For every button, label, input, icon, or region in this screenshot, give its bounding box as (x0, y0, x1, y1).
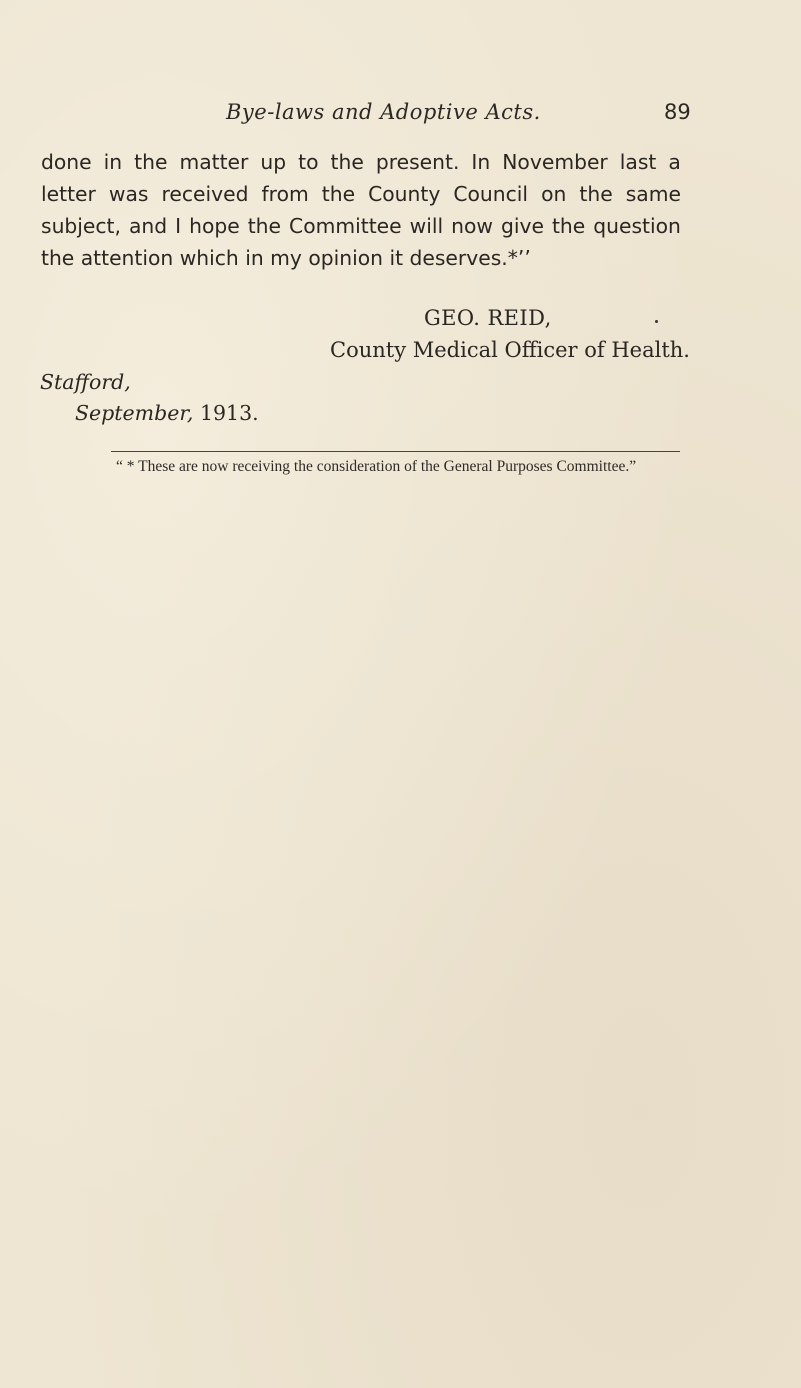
body-line-3-word: Committee (289, 214, 402, 238)
body-line-2-word: from (261, 182, 309, 206)
body-line-1-word: to (298, 150, 319, 174)
body-line-2-word: letter (41, 182, 96, 206)
dateline-year: 1913. (199, 401, 259, 425)
body-line (41, 242, 681, 274)
body-line-3-word: give (500, 214, 544, 238)
body-line-1-word: In (471, 150, 491, 174)
body-line (41, 146, 681, 178)
dateline-month: September, (75, 401, 194, 425)
body-line-2-word: was (108, 182, 149, 206)
dateline-place: Stafford, (40, 370, 131, 394)
body-line-4: the attention which in my opinion it deserves.*’’ (41, 246, 531, 270)
body-line-3-word: the (247, 214, 282, 238)
signature-name: GEO. REID, (424, 306, 552, 330)
body-line-1-word: last (619, 150, 657, 174)
body-line-3-word: will (409, 214, 444, 238)
body-line-3-word: the (551, 214, 586, 238)
body-line-3-word: hope (189, 214, 240, 238)
body-line-2-word: the (579, 182, 613, 206)
body-line-1-word: the (330, 150, 364, 174)
body-line-2-word: received (161, 182, 249, 206)
page-number: 89 (664, 100, 691, 124)
body-line-3-word: question (593, 214, 681, 238)
body-line-1-word: a (668, 150, 681, 174)
body-line-2-word: Council (453, 182, 529, 206)
body-line-1-word: done (41, 150, 92, 174)
body-line (41, 178, 681, 210)
body-line (41, 210, 681, 242)
footnote-rule (111, 451, 680, 452)
body-line-1-word: present. (375, 150, 460, 174)
body-line-3-word: I (175, 214, 182, 238)
body-line-3-word: subject, (41, 214, 121, 238)
body-line-2-word: on (541, 182, 567, 206)
footnote: “ * These are now receiving the consideration of the General Purposes Committee.” (116, 458, 637, 475)
body-line-1-word: November (502, 150, 608, 174)
body-line-3-word: now (451, 214, 493, 238)
body-line-2-word: same (625, 182, 681, 206)
print-speck (655, 320, 658, 323)
body-line-2-word: the (321, 182, 356, 206)
running-title: Bye-laws and Adoptive Acts. (226, 100, 541, 124)
body-line-1-word: in (103, 150, 123, 174)
signature-title: County Medical Officer of Health. (330, 338, 690, 362)
body-line-1-word: up (260, 150, 287, 174)
body-line-2-word: County (368, 182, 441, 206)
body-line-1-word: matter (179, 150, 249, 174)
dateline-date (75, 401, 259, 425)
body-line-1-word: the (134, 150, 168, 174)
body-paragraph (41, 146, 681, 274)
body-line-3-word: and (128, 214, 168, 238)
